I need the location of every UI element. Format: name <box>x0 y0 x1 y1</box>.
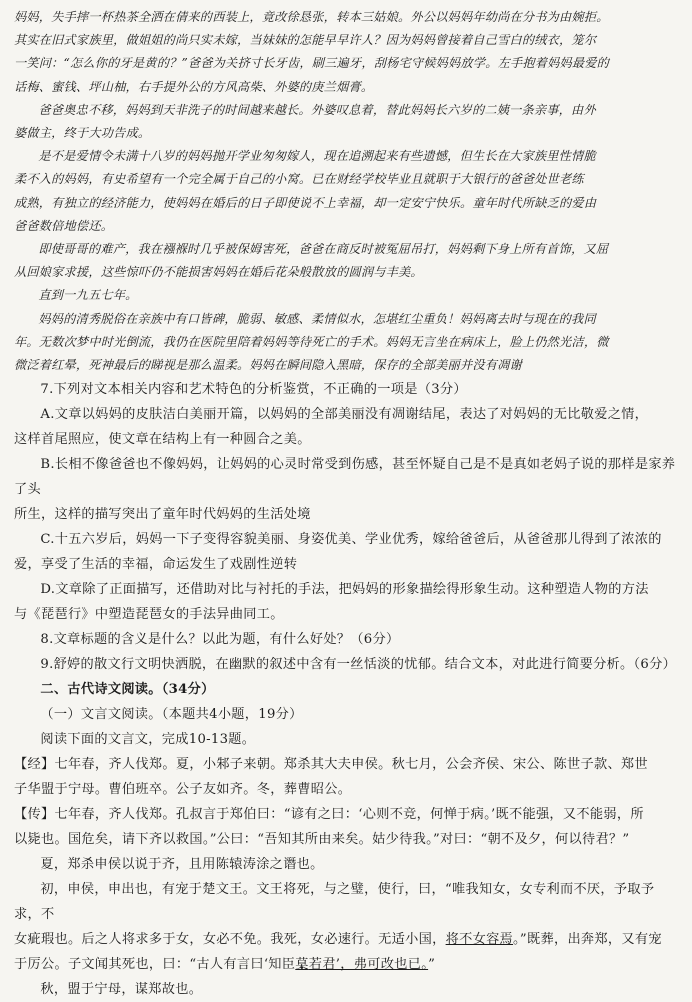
zhuan-text: 。”既葬，出奔郑，又有宠 <box>513 932 662 948</box>
zhuan-line: 以毙也。国危矣，请下齐以救国。”公曰：“吾知其所由来矣。姑少待我。”对曰：“朝不及夕，何以待君？” <box>14 832 630 848</box>
option-c: C.十五六岁后，妈妈一下子变得容貌美丽、身姿优美、学业优秀，嫁给爸爸后，从爸爸那儿得到了浓浓的 <box>40 532 662 548</box>
question-9: 9.舒婷的散文行文明快洒脱，在幽默的叙述中含有一丝恬淡的忧郁。结合文本，对此进行简要分析。（6分） <box>40 657 677 673</box>
zhuan-text: 于厉公。子文闻其死也，曰：“古人有言曰‘知臣 <box>14 957 296 973</box>
passage-line: 爸爸数倍地偿还。 <box>14 218 114 233</box>
option-b-cont: 所生，这样的描写突出了童年时代妈妈的生活处境 <box>14 507 311 523</box>
option-d-cont: 与《琵琶行》中塑造琵琶女的手法异曲同工。 <box>14 607 284 623</box>
underlined-text: 若君’，弗可改也已。 <box>308 957 429 973</box>
zhuan-line: 初，申侯，申出也，有宠于楚文王。文王将死，与之璧，使行，曰，“唯我知女，女专利而不厌，予取予求，不 <box>14 882 655 923</box>
reading-instruction: 阅读下面的文言文，完成10-13题。 <box>40 732 256 748</box>
passage-line: 妈妈的清秀脱俗在亲族中有口皆碑，脆弱、敏感、柔情似水，怎堪红尘重负！妈妈离去时与现在的我同 <box>38 311 596 326</box>
jing-line: 子华盟于宁母。曹伯班卒。公子友如齐。冬，葬曹昭公。 <box>14 782 352 798</box>
underlined-phrase: 将不女容焉 <box>445 932 514 948</box>
question-7 <box>14 377 680 627</box>
zhuan-line: 夏，郑杀申侯以说于齐，且用陈辕涛涂之谮也。 <box>40 857 324 873</box>
passage-line: 其实在旧式家族里，做姐姐的尚只实未嫁，当妹妹的怎能早早许人？因为妈妈曾接着自己雪白的绒衣，笼尔 <box>14 33 597 48</box>
classical-text <box>14 752 680 1002</box>
zhuan-line: 【传】七年春，齐人伐郑。孔叔言于郑伯曰：“谚有之曰：‘心则不竞，何惮于病。’既不能强，又不能弱，所 <box>14 807 644 823</box>
question-7-stem: 7.下列对文本相关内容和艺术特色的分析鉴赏，不正确的一项是（3分） <box>40 382 467 398</box>
option-b: B.长相不像爸爸也不像妈妈，让妈妈的心灵时常受到伤感，甚至怀疑自己是不是真如老妈子说的那样是家养了头 <box>14 457 676 498</box>
zhuan-line: 秋，盟于宁母，谋郑故也。 <box>40 982 203 998</box>
option-a-cont: 这样首尾照应，使文章在结构上有一种圆合之美。 <box>14 432 311 448</box>
option-d: D.文章除了正面描写，还借助对比与衬托的手法，把妈妈的形象描绘得形象生动。这种塑造人物的方法 <box>40 582 649 598</box>
zhuan-text: ” <box>428 957 436 973</box>
option-c-cont: 爱，享受了生活的幸福，命运发生了戏剧性逆转 <box>14 557 298 573</box>
passage-line: 一笑问：“怎么你的牙是黄的？”爸爸为关挤寸长牙齿，刷三遍牙，刮杨宅守候妈妈放学。左手抱着妈妈最爱的 <box>14 56 610 71</box>
passage-line: 柔不入的妈妈，有史希望有一个完全属于自己的小窝。已在财经学校毕业且就职于大银行的爸爸处世老练 <box>14 172 584 187</box>
passage-line: 是不是爱情令未满十八岁的妈妈抛开学业匆匆嫁人，现在追溯起来有些遗憾，但生长在大家族里性情脆 <box>38 149 596 164</box>
passage-line: 爸爸奥忠不移，妈妈到天非洗子的时间越来越长。外婆叹息着，替此妈妈长六岁的二姨一条亲事，由外 <box>38 102 596 117</box>
passage-line: 直到一九五七年。 <box>38 288 138 303</box>
jing-line: 【经】七年春，齐人伐郑。夏，小邾子来朝。郑杀其大夫申侯。秋七月，公会齐侯、宋公、陈世子款、郑世 <box>14 757 648 773</box>
passage-line: 微泛着红晕，死神最后的睇视是那么温柔。妈妈在瞬间隐入黑暗，保存的全部美丽并没有凋谢 <box>14 358 522 373</box>
passage-line: 即使哥哥的难产，我在襁褓时几乎被保姆害死，爸爸在商反时被冤屈吊打，妈妈剩下身上所有首饰，又屈 <box>38 242 609 257</box>
zhuan-text: 女疵瑕也。后之人将求多于女，女必不免。我死，女必速行。无适小国， <box>14 932 446 948</box>
passage-line: 成熟，有独立的经济能力，使妈妈在婚后的日子即使说不上幸福，却一定安宁快乐。童年时代所缺乏的爱由 <box>14 195 597 210</box>
passage-line: 妈妈，失手摔一杯热茶全洒在倩来的西装上，竟改徐恳张，转本三姑娘。外公以妈妈年幼尚在分书为由婉拒。 <box>14 10 609 24</box>
passage-line: 从回娘家求援，这些惊吓仍不能损害妈妈在婚后花朵般散放的圆润与丰美。 <box>14 265 423 280</box>
subsection-heading: （一）文言文阅读。（本题共4小题，19分） <box>40 707 303 723</box>
question-8: 8.文章标题的含义是什么？以此为题，有什么好处？（6分） <box>40 632 400 648</box>
prose-passage <box>14 6 680 377</box>
section-heading: 二、古代诗文阅读。（34分） <box>40 682 215 698</box>
emphasis-dot-char: 莫 <box>295 957 309 973</box>
zhuan-line <box>14 952 680 977</box>
passage-line: 话梅、蜜钱、坪山柚，右手提外公的方风高柴、外婆的庚兰烟膏。 <box>14 79 374 94</box>
option-a: A.文章以妈妈的皮肤洁白美丽开篇，以妈妈的全部美丽没有凋谢结尾，表达了对妈妈的无比敬爱之情， <box>40 407 649 423</box>
passage-line: 年。无数次梦中时光倒流，我仍在医院里陪着妈妈等待死亡的手术。妈妈无言坐在病床上，脸上仍然光洁，微 <box>14 334 609 349</box>
underlined-phrase <box>295 957 428 972</box>
passage-line: 婆做主，终于大功告成。 <box>14 126 151 141</box>
zhuan-line <box>14 927 680 952</box>
